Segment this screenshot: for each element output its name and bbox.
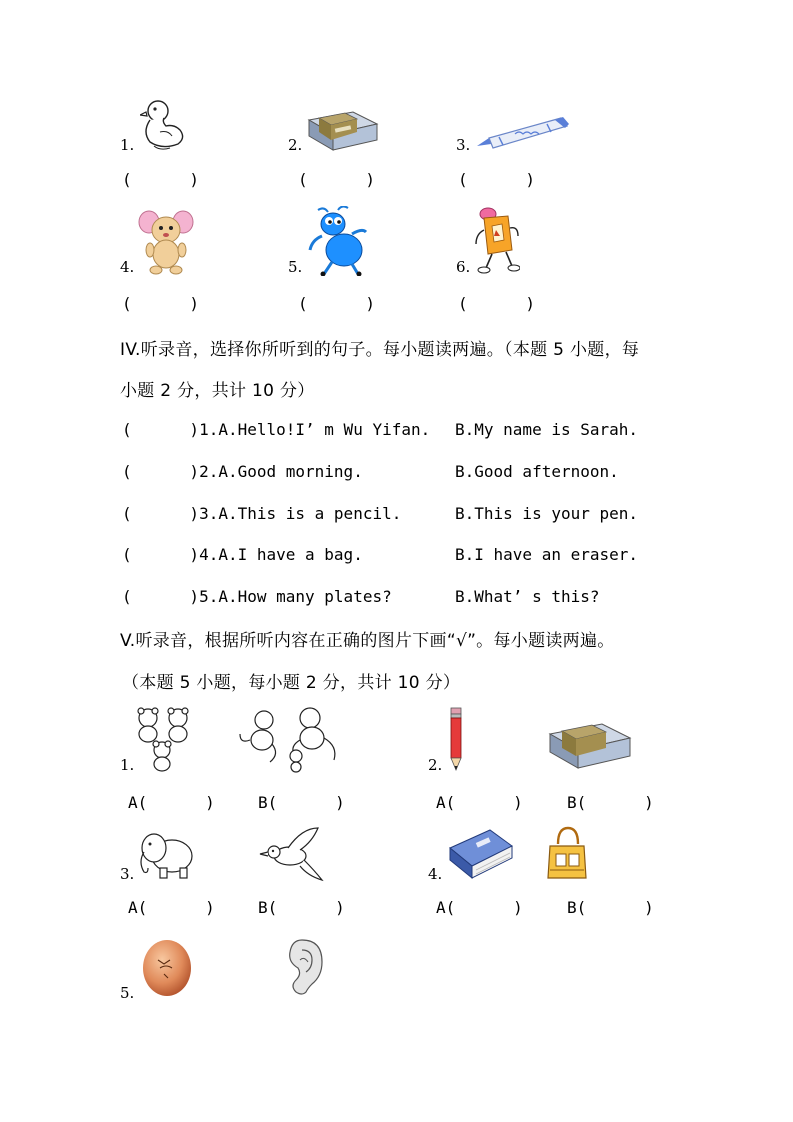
answer-blank[interactable]: ( ) xyxy=(122,420,200,439)
option-b-blank[interactable]: B( ) xyxy=(258,898,345,917)
answer-blank[interactable]: ( ) xyxy=(122,545,200,564)
answer-blank[interactable]: ( ) xyxy=(122,294,200,313)
answer-blank[interactable]: ( ) xyxy=(458,294,536,313)
ear-icon xyxy=(280,936,326,996)
part4-heading-continued: 小题 2 分，共计 10 分） xyxy=(120,381,315,401)
question-row xyxy=(122,462,363,482)
pencil-character-icon xyxy=(474,206,520,274)
option-b: B.Good afternoon. xyxy=(455,462,619,481)
answer-blank[interactable]: ( ) xyxy=(298,170,376,189)
question-row xyxy=(122,587,392,607)
option-a-blank[interactable]: A( ) xyxy=(436,898,523,917)
item-number: 1. xyxy=(120,756,135,774)
answer-blank[interactable]: ( ) xyxy=(122,462,200,481)
monkeys-icon xyxy=(238,704,342,774)
bag-icon xyxy=(546,826,588,882)
option-a: 4.A.I have a bag. xyxy=(199,545,363,564)
eraser-icon xyxy=(305,110,381,152)
ant-icon xyxy=(308,206,370,276)
duck-icon xyxy=(140,98,186,152)
option-b-blank[interactable]: B( ) xyxy=(567,898,654,917)
item-number: 2. xyxy=(288,136,303,154)
option-a: 5.A.How many plates? xyxy=(199,587,392,606)
item-number: 5. xyxy=(288,258,303,276)
pencil-icon xyxy=(444,706,468,772)
part5-heading-continued: （本题 5 小题，每小题 2 分，共计 10 分） xyxy=(122,673,461,693)
egg-icon xyxy=(140,938,194,998)
part5-heading: V.听录音，根据所听内容在正确的图片下画“√”。每小题读两遍。 xyxy=(120,631,615,651)
answer-blank[interactable]: ( ) xyxy=(122,587,200,606)
answer-blank[interactable]: ( ) xyxy=(298,294,376,313)
option-b: B.My name is Sarah. xyxy=(455,420,639,439)
answer-blank[interactable]: ( ) xyxy=(122,170,200,189)
mouse-icon xyxy=(138,208,194,276)
option-a-blank[interactable]: A( ) xyxy=(128,898,215,917)
item-number: 4. xyxy=(428,865,443,883)
item-number: 3. xyxy=(456,136,471,154)
item-number: 4. xyxy=(120,258,135,276)
bird-icon xyxy=(258,826,324,884)
bears-icon xyxy=(134,706,198,772)
option-b-blank[interactable]: B( ) xyxy=(258,793,345,812)
item-number: 6. xyxy=(456,258,471,276)
option-b: B.This is your pen. xyxy=(455,504,639,523)
option-a: 3.A.This is a pencil. xyxy=(199,504,402,523)
item-number: 1. xyxy=(120,136,135,154)
option-b-blank[interactable]: B( ) xyxy=(567,793,654,812)
item-number: 3. xyxy=(120,865,135,883)
item-number: 2. xyxy=(428,756,443,774)
book-icon xyxy=(446,826,516,882)
eraser-icon xyxy=(546,722,634,770)
question-row xyxy=(122,545,363,565)
item-number: 5. xyxy=(120,984,135,1002)
crayon-icon xyxy=(475,112,571,152)
option-a: 1.A.Hello!I’ m Wu Yifan. xyxy=(199,420,431,439)
question-row xyxy=(122,504,401,524)
option-b: B.What’ s this? xyxy=(455,587,600,606)
question-row xyxy=(122,420,430,440)
option-b: B.I have an eraser. xyxy=(455,545,639,564)
answer-blank[interactable]: ( ) xyxy=(122,504,200,523)
option-a: 2.A.Good morning. xyxy=(199,462,363,481)
elephant-icon xyxy=(136,828,196,882)
answer-blank[interactable]: ( ) xyxy=(458,170,536,189)
option-a-blank[interactable]: A( ) xyxy=(436,793,523,812)
option-a-blank[interactable]: A( ) xyxy=(128,793,215,812)
part4-heading: IV.听录音，选择你所听到的句子。每小题读两遍。（本题 5 小题，每 xyxy=(120,340,640,360)
